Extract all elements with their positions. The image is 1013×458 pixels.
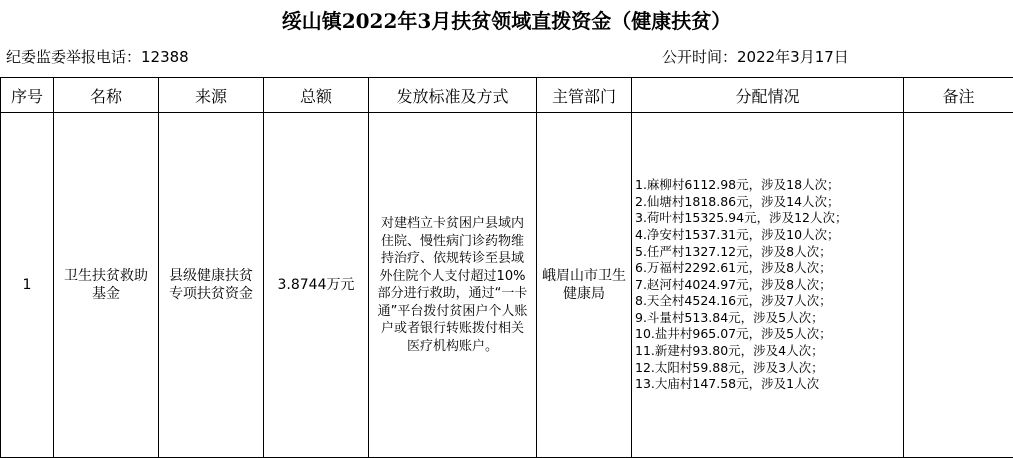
- header-remark: 备注: [904, 78, 1013, 113]
- table-header-row: [1, 78, 1013, 113]
- distribution-item: 6.万福村2292.61元，涉及8人次；: [635, 260, 903, 277]
- header-seq: 序号: [1, 78, 54, 113]
- header-department: 主管部门: [537, 78, 632, 113]
- distribution-item: 5.任严村1327.12元，涉及8人次；: [635, 244, 903, 261]
- distribution-item: 1.麻柳村6112.98元，涉及18人次；: [635, 177, 903, 194]
- distribution-item: 10.盐井村965.07元，涉及5人次；: [635, 326, 903, 343]
- distribution-item: 4.净安村1537.31元，涉及10人次；: [635, 227, 903, 244]
- distribution-item: 8.天全村4524.16元，涉及7人次；: [635, 293, 903, 310]
- cell-total: 3.8744万元: [264, 113, 369, 458]
- header-total: 总额: [264, 78, 369, 113]
- fund-table: [0, 77, 1013, 458]
- cell-seq: 1: [1, 113, 54, 458]
- distribution-item: 3.荷叶村15325.94元，涉及12人次；: [635, 210, 903, 227]
- publish-time: 公开时间：2022年3月17日: [662, 44, 849, 70]
- table-row: [1, 113, 1013, 458]
- cell-name: 卫生扶贫救助基金: [54, 113, 159, 458]
- distribution-item: 11.新建村93.80元，涉及4人次；: [635, 343, 903, 360]
- distribution-item: 9.斗量村513.84元，涉及5人次；: [635, 310, 903, 327]
- cell-distribution: [632, 113, 904, 458]
- distribution-item: 12.太阳村59.88元，涉及3人次；: [635, 360, 903, 377]
- header-distribution: 分配情况: [632, 78, 904, 113]
- distribution-item: 2.仙塘村1818.86元，涉及14人次；: [635, 194, 903, 211]
- cell-standard: 对建档立卡贫困户县域内住院、慢性病门诊药物维持治疗、依规转诊至县域外住院个人支付超过10%部分进行救助，通过“一卡通”平台拨付贫困户个人账户或者银行转账拨付相关医疗机构账户。: [369, 113, 537, 458]
- distribution-item: 7.赵河村4024.97元，涉及8人次；: [635, 277, 903, 294]
- page-title: 绥山镇2022年3月扶贫领域直拨资金（健康扶贫）: [0, 0, 1013, 38]
- cell-source: 县级健康扶贫专项扶贫资金: [159, 113, 264, 458]
- cell-remark: [904, 113, 1013, 458]
- cell-department: 峨眉山市卫生健康局: [537, 113, 632, 458]
- header-name: 名称: [54, 78, 159, 113]
- header-standard: 发放标准及方式: [369, 78, 537, 113]
- distribution-item: 13.大庙村147.58元，涉及1人次: [635, 376, 903, 393]
- report-hotline: 纪委监委举报电话：12388: [6, 44, 189, 70]
- header-source: 来源: [159, 78, 264, 113]
